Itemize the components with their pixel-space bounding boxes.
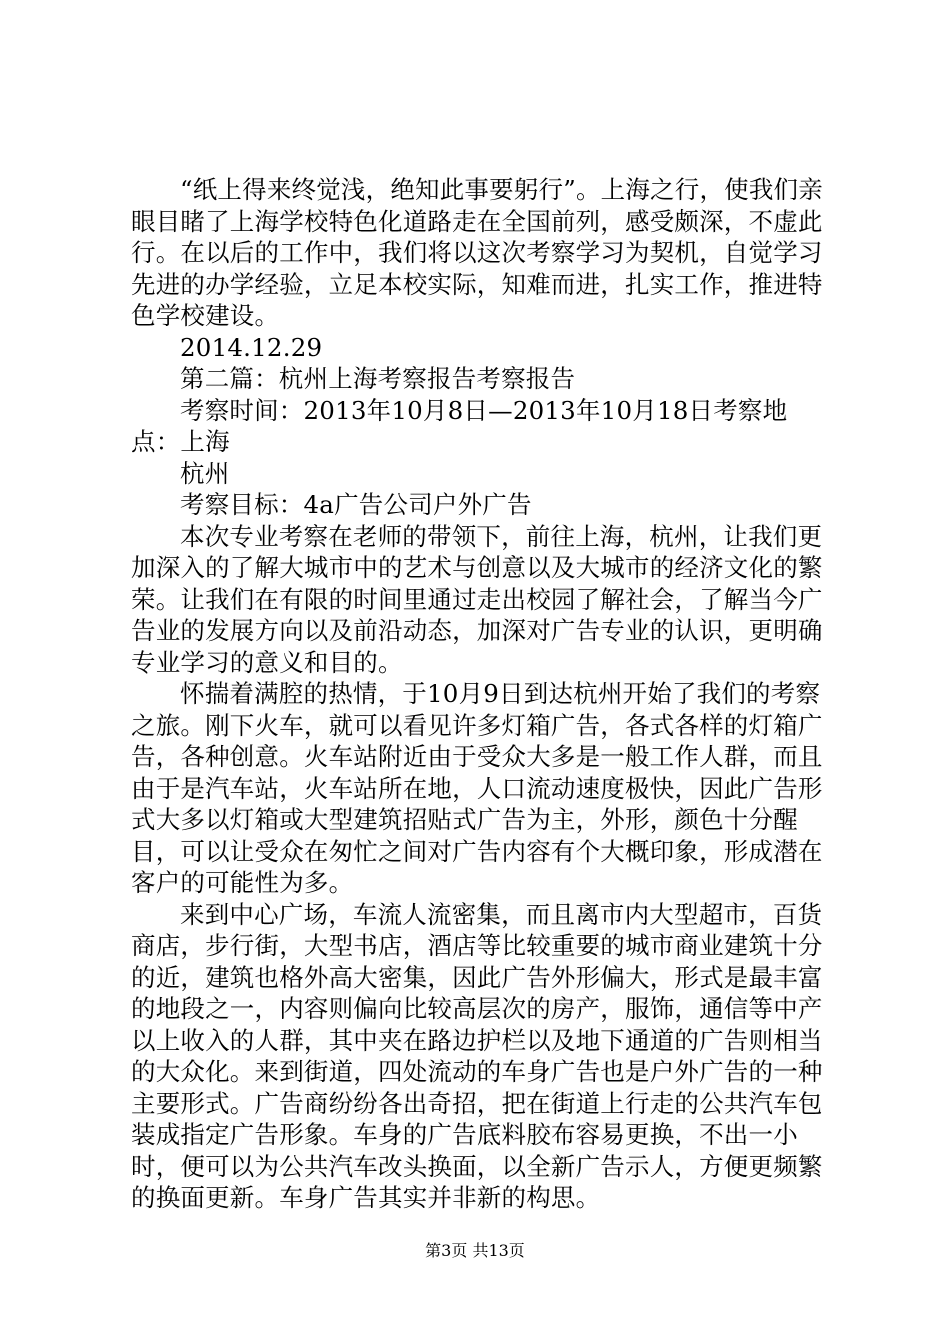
document-body	[131, 174, 831, 1214]
paragraph-introduction: 本次专业考察在老师的带领下，前往上海，杭州，让我们更加深入的了解大城市中的艺术与创意以及大城市的经济文化的繁荣。让我们在有限的时间里通过走出校园了解社会，了解当今广告业的发展方向以及前沿动态，加深对广告专业的认识，更明确专业学习的意义和目的。	[131, 521, 823, 677]
inspection-location-line: 杭州	[180, 458, 230, 488]
section-heading: 第二篇：杭州上海考察报告考察报告	[180, 364, 576, 393]
page-number-footer: 第3页 共13页	[425, 1241, 525, 1260]
inspection-time-line: 考察时间：2013年10月8日—2013年10月18日考察地点：上海	[131, 395, 788, 456]
inspection-goal-line: 考察目标：4a广告公司户外广告	[180, 490, 532, 519]
paragraph-hangzhou-arrival: 怀揣着满腔的热情，于10月9日到达杭州开始了我们的考察之旅。刚下火车，就可以看见许多灯箱广告，各式各样的灯箱广告，各种创意。火车站附近由于受众大多是一般工作人群，而且由于是汽车站，火车站所在地，人口流动速度极快，因此广告形式大多以灯箱或大型建筑招贴式广告为主，外形，颜色十分醒目，可以让受众在匆忙之间对广告内容有个大概印象，形成潜在客户的可能性为多。	[131, 679, 823, 897]
paragraph-central-square: 来到中心广场，车流人流密集，而且离市内大型超市，百货商店，步行街，大型书店，酒店等比较重要的城市商业建筑十分的近，建筑也格外高大密集，因此广告外形偏大，形式是最丰富的地段之一，内容则偏向比较高层次的房产，服饰，通信等中产以上收入的人群，其中夹在路边护栏以及地下通道的广告则相当的大众化。来到街道，四处流动的车身广告也是户外广告的一种主要形式。广告商纷纷各出奇招，把在街道上行走的公共汽车包装成指定广告形象。车身的广告底料胶布容易更换，不出一小时，便可以为公共汽车改头换面，以全新广告示人，方便更频繁的换面更新。车身广告其实并非新的构思。	[131, 899, 823, 1212]
date-line: 2014.12.29	[180, 332, 323, 362]
paragraph-conclusion: “纸上得来终觉浅，绝知此事要躬行”。上海之行，使我们亲眼目睹了上海学校特色化道路走在全国前列，感受颇深，不虚此行。在以后的工作中，我们将以这次考察学习为契机，自觉学习先进的办学经验，立足本校实际，知难而进，扎实工作，推进特色学校建设。	[131, 175, 823, 330]
